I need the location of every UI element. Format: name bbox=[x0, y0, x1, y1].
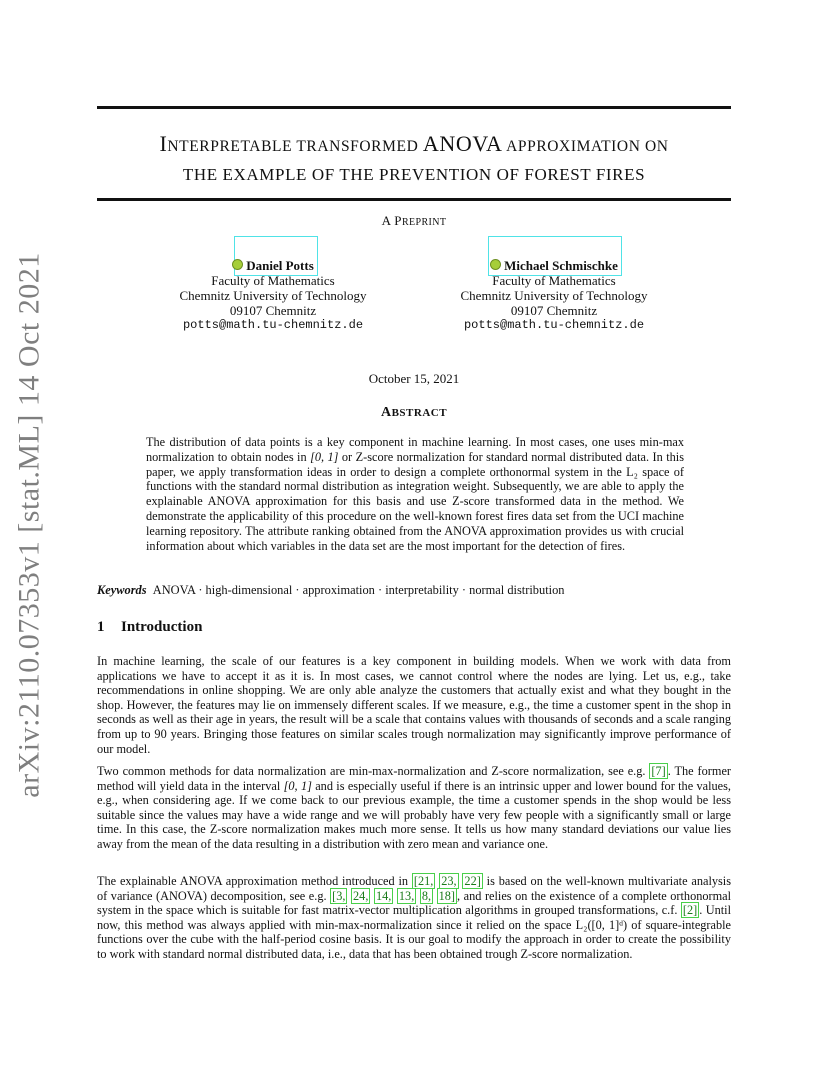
math-interval: [0, 1] bbox=[283, 778, 312, 793]
citation-link[interactable]: 14, bbox=[375, 888, 392, 903]
keywords-line bbox=[97, 583, 731, 598]
abstract-heading-rest: BSTRACT bbox=[391, 407, 448, 419]
paragraph-part: and is especially useful if there is an intrinsic upper and lower bound for the values, e.g., when considering age. If we come back to our previous example, the time a customer spends in the shop would be less suitable since the values may have a wide range and we will probably have very few people with a significantly small or large time. In this case, the Z-score normalization makes much more sense. It tells us how many standard deviations our value lies away from the mean of the data resulting in a distribution with zero mean and variance one. bbox=[97, 778, 731, 851]
title-initial: I bbox=[159, 131, 168, 156]
preprint-big: A P bbox=[381, 213, 402, 228]
abstract-heading-initial: A bbox=[380, 405, 392, 420]
author-name[interactable]: Daniel Potts bbox=[246, 258, 314, 273]
citation-link[interactable]: 23, bbox=[441, 874, 457, 888]
title-bottom-rule bbox=[97, 198, 731, 201]
author-faculty: Faculty of Mathematics bbox=[211, 273, 335, 288]
citation-link[interactable]: [21, bbox=[413, 874, 434, 888]
citation-link[interactable]: 13, bbox=[398, 888, 415, 903]
author-name[interactable]: Michael Schmischke bbox=[504, 258, 618, 273]
math-interval: [0, 1] bbox=[310, 449, 339, 464]
citation-link[interactable]: 22] bbox=[464, 874, 481, 888]
paragraph-part: The explainable ANOVA approximation method introduced in bbox=[97, 874, 412, 888]
paragraph-part: Two common methods for data normalization are min-max-normalization and Z-score normalization, see e.g. bbox=[97, 764, 650, 778]
paper-title bbox=[97, 130, 731, 189]
author-name-row bbox=[143, 258, 403, 273]
preprint-small: REPRINT bbox=[401, 217, 447, 228]
paragraph-part: of square-integrable functions over the cube with the half-period cosine basis. It is our goal to modify the approach in order to create the possibility to work with standard normal distributed data, i.e., data that has been obtained trough Z-score normalization. bbox=[97, 917, 731, 961]
body-paragraph-2 bbox=[97, 764, 731, 852]
title-top-rule bbox=[97, 106, 731, 109]
body-paragraph-3 bbox=[97, 874, 731, 962]
math-l2: L₂ bbox=[626, 464, 638, 479]
author-block-1 bbox=[143, 258, 403, 333]
citation-link[interactable]: [3, bbox=[332, 888, 346, 903]
abstract-text bbox=[146, 435, 684, 553]
paragraph-part: is based on the well-known multivariate analysis of variance (ANOVA) decomposition, see e.g. bbox=[97, 874, 731, 903]
title-smallcaps-1: NTERPRETABLE TRANSFORMED bbox=[167, 138, 423, 155]
title-line-2: THE EXAMPLE OF THE PREVENTION OF FOREST FIRES bbox=[182, 165, 646, 184]
section-number: 1 bbox=[97, 619, 105, 635]
keywords-list: ANOVA · high-dimensional · approximation · interpretability · normal distribution bbox=[152, 583, 565, 597]
arxiv-identifier: arXiv:2110.07353v1 [stat.ML] 14 Oct 2021 bbox=[13, 252, 47, 798]
section-title: Introduction bbox=[121, 619, 203, 635]
citation-link[interactable]: [2] bbox=[682, 903, 698, 918]
citation-link[interactable]: 18] bbox=[438, 888, 456, 903]
paragraph-part: . Until now, this method was always applied with min-max-normalization since it relied on the space bbox=[97, 903, 731, 932]
orcid-icon[interactable] bbox=[490, 259, 501, 270]
math-l2-space: L₂([0, 1]ᵈ) bbox=[575, 917, 628, 932]
orcid-icon[interactable] bbox=[232, 259, 243, 270]
author-email[interactable]: potts@math.tu-chemnitz.de bbox=[463, 318, 645, 332]
paragraph-part: . The former method will yield data in the interval bbox=[97, 764, 732, 793]
paper-date: October 15, 2021 bbox=[368, 371, 460, 386]
abstract-part: The distribution of data points is a key component in machine learning. In most cases, one uses min-max normalization to obtain nodes in bbox=[146, 435, 684, 464]
author-university: Chemnitz University of Technology bbox=[460, 288, 648, 303]
title-line-1 bbox=[97, 130, 731, 161]
author-email[interactable]: potts@math.tu-chemnitz.de bbox=[182, 318, 364, 332]
abstract-heading bbox=[97, 405, 731, 421]
citation-link[interactable]: [7] bbox=[651, 764, 666, 778]
paragraph-part: , and relies on the existence of a complete orthonormal system in the space which is suitable for fast matrix-vector multiplication algorithms in grouped transformations, c.f. bbox=[97, 888, 732, 918]
citation-link[interactable]: 24, bbox=[353, 888, 369, 903]
keywords-label: Keywords bbox=[97, 583, 147, 597]
author-faculty: Faculty of Mathematics bbox=[492, 273, 616, 288]
abstract-part: or Z-score normalization for standard normal distributed data. In this paper, we apply transformation ideas in order to design a complete orthonormal system in the bbox=[146, 449, 684, 479]
preprint-label bbox=[97, 213, 731, 229]
author-name-row bbox=[424, 258, 684, 273]
author-city: 09107 Chemnitz bbox=[510, 303, 598, 318]
abstract-part: space of functions with the standard normal distribution as integration weight. Subsequently, we are able to apply the explainable ANOVA approximation for this basis and use Z-score transformed data in the method. We demonstrate the applicability of this procedure on the well-known forest fires data set from the UCI machine learning repository. The attribute ranking obtained from the ANOVA approximation provides us with crucial information about which variables in the data set are the most important for the detection of fires. bbox=[146, 464, 684, 553]
author-block-2 bbox=[424, 258, 684, 333]
arxiv-stamp bbox=[10, 252, 50, 798]
section-heading bbox=[97, 619, 202, 636]
title-smallcaps-2: APPROXIMATION ON bbox=[502, 138, 669, 155]
author-city: 09107 Chemnitz bbox=[229, 303, 317, 318]
body-paragraph-1: In machine learning, the scale of our features is a key component in building models. When we work with data from applications we have to accept it as it is. In most cases, we cannot control where the nodes are lying. Let us, e.g., take recommendations in online shopping. We are only able analyze the customers that actually exist and what they bought in the shop. However, the features may lie on immensely different scales. If we measure, e.g., the time a customer spent in the shop in seconds as well as their age in years, the result will be a scale that contains values with thousands of seconds and a scale ranging from up to 90 years. Bringing those features on similar scales trough normalization may significantly improve performance of our model. bbox=[97, 654, 731, 756]
citation-link[interactable]: 8, bbox=[421, 888, 432, 903]
author-university: Chemnitz University of Technology bbox=[179, 288, 367, 303]
title-anova: ANOVA bbox=[422, 131, 503, 156]
